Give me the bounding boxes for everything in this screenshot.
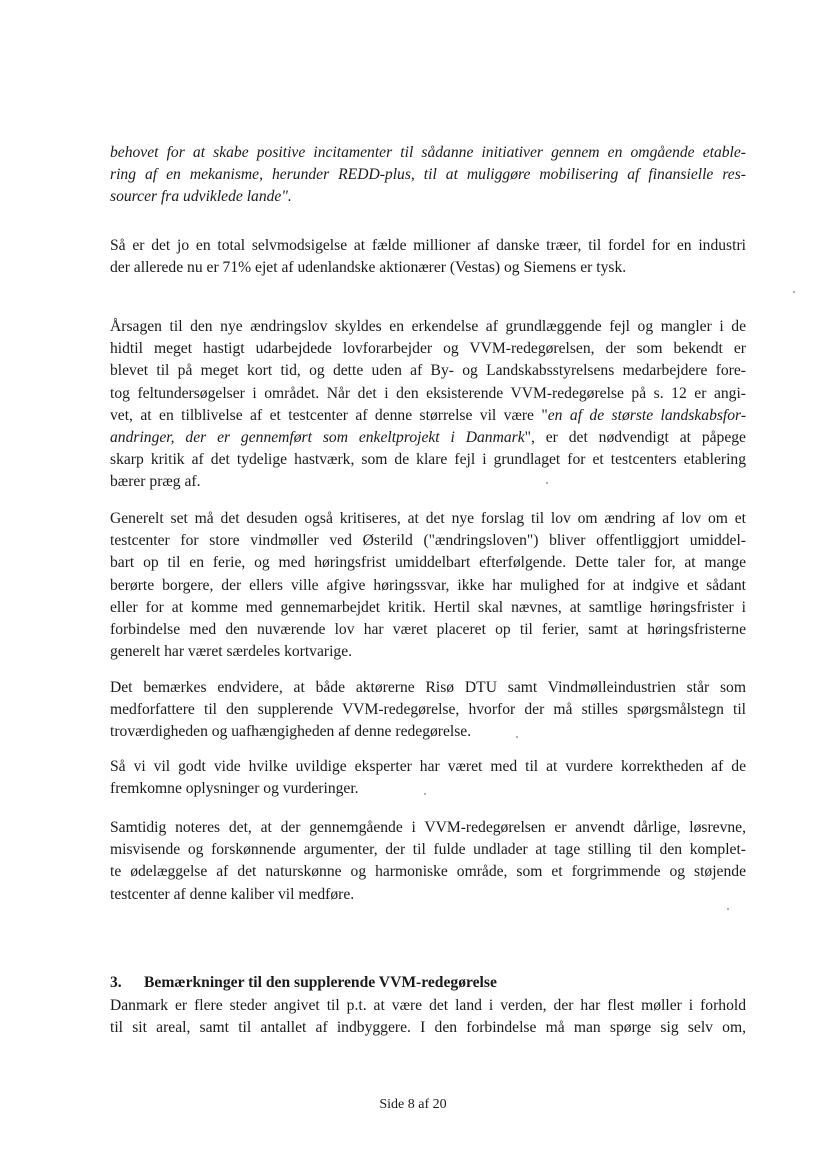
text-line: bærer præg af. [110,473,201,491]
text-line: Samtidig noteres det, at der gennemgående i VVM-redegørelsen er anvendt dårlige, løsrevne, [110,819,746,836]
section-title: Bemærkninger til den supplerende VVM-redegørelse [144,974,497,991]
section-heading [110,972,746,994]
text-line: medforfattere til den supplerende VVM-redegørelse, hvorfor der må stilles spørgsmålstegn til [110,701,746,719]
scan-speck [424,793,426,795]
text-line: misvisende og forskønnende argumenter, der til fulde undlader at tage stilling til den komplet- [110,841,746,859]
text-line: testcenter for store vindmøller ved Østerild ("ændringsloven") bliver offentliggjort umiddel- [110,532,746,550]
text-line: te ødelæggelse af det naturskønne og harmoniske område, som et forgrimmende og støjende [110,863,746,881]
text-line: der allerede nu er 71% ejet af udenlandske aktionærer (Vestas) og Siemens er tysk. [110,259,627,277]
paragraph-actors [110,677,746,744]
italic-quote: en af de største landskabsfor- [547,406,747,424]
text-line: skarp kritik af det tydelige hastværk, som de klare fejl i grundlaget for et testcenters etablering [110,451,746,469]
scan-speck [793,291,795,293]
text-line: Danmark er flere steder angivet til p.t. at være det land i verden, der har flest møller i forhold [110,997,746,1014]
text-line: eller for at komme med gennemarbejdet kritik. Hertil skal nævnes, at samtlige høringsfrister i [110,598,746,616]
text-line: vet, at en tilblivelse af et testcenter af denne størrelse vil være "en af de største landskabsfor- [110,406,747,424]
text-line: andringer, der er gennemført som enkeltprojekt i Danmark", er det nødvendigt at påpege [110,429,746,447]
text-line: Så vi vil godt vide hvilke uvildige eksperter har været med til at vurdere korrektheden af de [110,758,746,775]
paragraph-section3-body [110,995,746,1039]
scan-speck [516,736,518,738]
text-line: testcenter af denne kaliber vil medføre. [110,885,355,903]
text-line: tog feltundersøgelser i området. Når det i den eksisterende VVM-redegørelse på s. 12 er angi- [110,384,746,402]
paragraph-quote-end [110,142,746,209]
text-line: behovet for at skabe positive incitamenter til sådanne initiativer gennem en omgående etable- [110,144,746,161]
text-line: Det bemærkes endvidere, at både aktørerne Risø DTU samt Vindmølleindustrien står som [110,679,746,696]
text-line: generelt har været særdeles kortvarige. [110,643,353,661]
scan-speck [546,482,548,484]
page-number: Side 8 af 20 [379,1097,447,1112]
text-line: fremkomne oplysninger og vurderinger. [110,780,359,798]
text-line: Årsagen til den nye ændringslov skyldes en erkendelse af grundlæggende fejl og mangler i de [110,318,746,335]
scan-speck [727,908,729,910]
section-number: 3. [110,974,122,991]
text-line: troværdigheden og uafhængigheden af denne redegørelse. [110,723,472,741]
paragraph-experts [110,756,746,800]
text-line: ring af en mekanisme, herunder REDD-plus, til at muliggøre mobilisering af finansielle res- [110,166,746,184]
paragraph-contradiction [110,235,746,279]
text-line: Så er det jo en total selvmodsigelse at fælde millioner af danske træer, til fordel for en industri [110,237,746,254]
text-line: hidtil meget hastigt udarbejdede lovforarbejder og VVM-redegørelsen, der som bekendt er [110,340,746,358]
text-line: blevet til på meget kort tid, og dette uden af By- og Landskabsstyrelsens medarbejdere fore- [110,362,746,380]
paragraph-cause [110,316,746,494]
paragraph-general [110,508,746,663]
text-line: Generelt set må det desuden også kritiseres, at det nye forslag til lov om ændring af lov om et [110,510,746,527]
text-line: sourcer fra udviklede lande". [110,188,292,206]
text-line: berørte borgere, der ellers ville afgive høringssvar, ikke har mulighed for at indgive et sådant [110,576,746,594]
paragraph-arguments [110,817,746,906]
text-line: bart op til en ferie, og med høringsfrist umiddelbart efterfølgende. Dette taler for, at mange [110,554,746,572]
text-line: til sit areal, samt til antallet af indbyggere. I den forbindelse må man spørge sig selv om, [110,1019,746,1037]
text-line: forbindelse med den nuværende lov har været placeret op til ferier, samt at høringsfristerne [110,621,746,639]
italic-quote: andringer, der er gennemført som enkeltprojekt i Danmark [110,429,525,447]
